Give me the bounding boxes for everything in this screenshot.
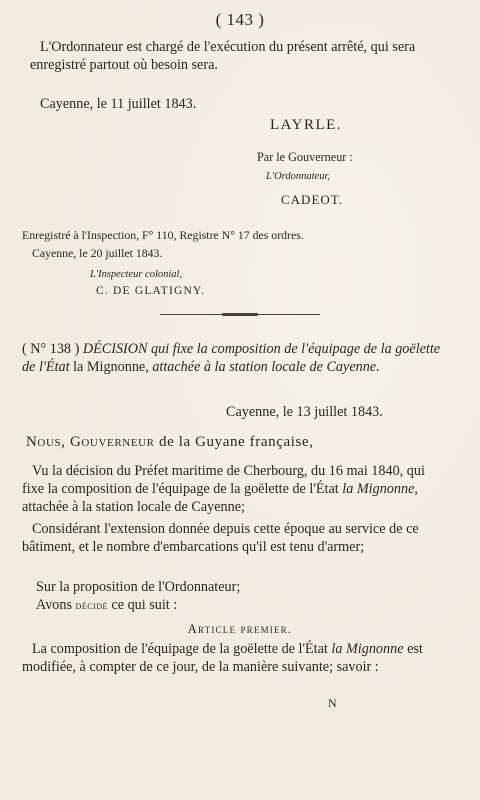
- decision-title-word: DÉCISION: [82, 341, 148, 357]
- inspector-title: L'Inspecteur colonial,: [90, 269, 183, 280]
- nous-rest: de la Guyane française,: [158, 434, 314, 450]
- vu-text-rest: , attachée à la station locale de Cayenne;: [22, 481, 418, 515]
- ordonnateur-name: CADEOT.: [281, 192, 344, 207]
- decision-number: ( N° 138 ): [22, 341, 80, 357]
- sur-proposition-line: Sur la proposition de l'Ordonnateur;: [36, 579, 241, 595]
- registration-line: Enregistré à l'Inspection, F° 110, Registre N° 17 des ordres.: [22, 228, 304, 242]
- gouverneur-word: Gouverneur: [69, 434, 155, 450]
- decision-heading: [22, 340, 442, 376]
- article-paragraph: [22, 640, 442, 676]
- decision-title-rest: , attachée à la station locale de Cayenne.: [145, 359, 380, 375]
- decide-word: décidé: [75, 600, 108, 612]
- registration-date: Cayenne, le 20 juillet 1843.: [32, 246, 163, 260]
- section-divider: [160, 314, 320, 315]
- avons-word: Avons: [36, 597, 72, 613]
- decision-title-text: qui fixe la composition de l'équipage de la goëlette de l'État: [22, 341, 441, 375]
- avons-rest: ce qui suit :: [111, 597, 178, 613]
- vu-text: Vu la décision du Préfet maritime de Cherbourg, du 16 mai 1840, qui fixe la composition de l'équipage de la goëlette de l'État: [22, 463, 425, 497]
- considerant-paragraph: Considérant l'extension donnée depuis cette époque au service de ce bâtiment, et le nombre d'embarcations qu'il est tenu d'armer;: [22, 521, 419, 555]
- article-text-rest: est modifiée, à compter de ce jour, de la manière suivante; savoir :: [22, 641, 423, 675]
- par-le-gouverneur: Par le Gouverneur :: [257, 150, 353, 164]
- vu-paragraph: [22, 462, 442, 516]
- nous-line: [26, 434, 314, 451]
- avons-decide-line: [36, 596, 177, 615]
- inspector-name: C. DE GLATIGNY.: [96, 285, 206, 297]
- vu-ship-name: la Mignonne: [342, 481, 415, 497]
- article-heading: Article premier.: [187, 622, 293, 636]
- ordonnateur-title: L'Ordonnateur,: [266, 171, 330, 182]
- article-ship-name: la Mignonne: [331, 641, 404, 657]
- registration-block: [22, 226, 452, 262]
- nous-word: Nous,: [26, 434, 66, 450]
- decision-ship-name: la Mignonne: [73, 359, 146, 375]
- signer-name: LAYRLE.: [270, 117, 343, 133]
- article-text: La composition de l'équipage de la goëlette de l'État: [32, 641, 328, 657]
- closing-paragraph: L'Ordonnateur est chargé de l'exécution du présent arrêté, qui sera enregistré partout où besoin sera.: [30, 39, 416, 73]
- decision-date: Cayenne, le 13 juillet 1843.: [226, 404, 383, 420]
- catchword: N: [328, 696, 337, 710]
- page-number: ( 143 ): [215, 10, 265, 29]
- closing-date: Cayenne, le 11 juillet 1843.: [40, 96, 197, 112]
